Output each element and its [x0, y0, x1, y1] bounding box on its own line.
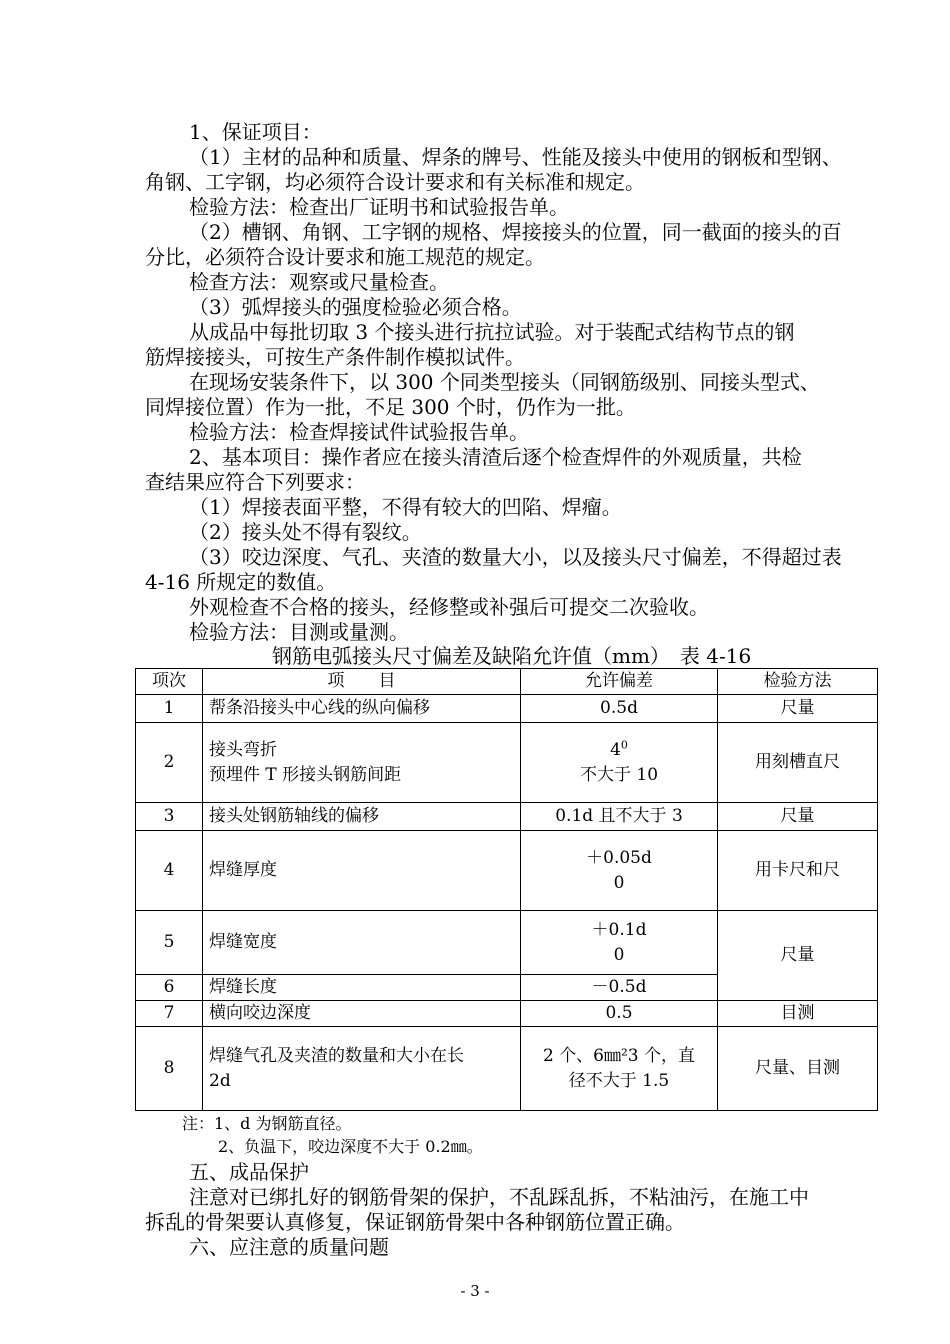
table-note: 注：1、d 为钢筋直径。: [182, 1114, 352, 1133]
paragraph: [145, 420, 880, 445]
row-deviation: [521, 911, 718, 975]
paragraph-line: 从成品中每批切取 3 个接头进行抗拉试验。对于装配式结构节点的钢: [189, 320, 795, 344]
deviation-line: [527, 696, 711, 721]
deviation-line: [527, 1044, 711, 1069]
paragraph-line: 检验方法：检查焊接试件试验报告单。: [189, 420, 529, 444]
paragraph: [145, 595, 880, 620]
row-item: [203, 695, 521, 723]
deviation-text: ＋0.05d: [586, 847, 652, 868]
deviation-text: 径不大于 1.5: [568, 1070, 670, 1091]
table-row: [136, 695, 878, 723]
item-line: 2d: [209, 1070, 231, 1091]
row-deviation: [521, 975, 718, 1001]
table-row: [136, 1027, 878, 1111]
paragraph: [145, 295, 880, 320]
paragraph: [145, 495, 880, 520]
paragraph-line: 分比，必须符合设计要求和施工规范的规定。: [145, 245, 545, 269]
paragraph-line: 外观检查不合格的接头，经修整或补强后可提交二次验收。: [189, 595, 709, 619]
paragraph-line: （2）槽钢、角钢、工字钢的规格、焊接接头的位置，同一截面的接头的百: [189, 220, 842, 244]
row-deviation: [521, 1027, 718, 1111]
paragraph-line: 检验方法：检查出厂证明书和试验报告单。: [189, 195, 569, 219]
page-number: - 3 -: [460, 1282, 490, 1300]
paragraph: [145, 220, 880, 270]
header-no: 项次: [136, 669, 203, 695]
item-line: 焊缝厚度: [209, 860, 277, 880]
paragraph-line: 同焊接位置）作为一批，不足 300 个时，仍作为一批。: [145, 395, 636, 419]
row-number: 7: [136, 1001, 203, 1027]
deviation-line: [527, 804, 711, 829]
paragraph-line: 拆乱的骨架要认真修复，保证钢筋骨架中各种钢筋位置正确。: [145, 1210, 685, 1234]
row-number: 4: [136, 831, 203, 911]
row-deviation: [521, 831, 718, 911]
table-row: [136, 1001, 878, 1027]
tolerance-table: [135, 668, 878, 1111]
paragraph-line: 2、基本项目：操作者应在接头清渣后逐个检查焊件的外观质量，共检: [189, 445, 802, 469]
paragraph-line: 查结果应符合下列要求：: [145, 470, 365, 494]
row-method: 尺量: [718, 911, 878, 1001]
row-method: 目测: [718, 1001, 878, 1027]
table-header-row: [136, 669, 878, 695]
paragraph-line: （3）弧焊接头的强度检验必须合格。: [189, 295, 522, 319]
paragraph-line: 注意对已绑扎好的钢筋骨架的保护，不乱踩乱拆，不粘油污，在施工中: [189, 1185, 809, 1209]
table-row: [136, 803, 878, 831]
row-item: [203, 911, 521, 975]
paragraph: [145, 370, 880, 420]
item-line: 焊缝长度: [209, 977, 277, 997]
deviation-line: [527, 1069, 711, 1094]
deviation-text: 4: [610, 739, 621, 760]
deviation-line: [527, 738, 711, 763]
paragraph-line: 筋焊接接头，可按生产条件制作模拟试件。: [145, 345, 525, 369]
deviation-line: [527, 975, 711, 1000]
table-note: 2、负温下，咬边深度不大于 0.2㎜。: [218, 1137, 483, 1156]
deviation-text: 0.1d 且不大于 3: [555, 806, 683, 826]
table-row: [136, 831, 878, 911]
paragraph-line: 角钢、工字钢，均必须符合设计要求和有关标准和规定。: [145, 170, 645, 194]
deviation-line: [527, 918, 711, 943]
deviation-text: 不大于 10: [579, 764, 659, 785]
deviation-line: [527, 763, 711, 788]
paragraph: [145, 1160, 880, 1185]
table-body: [136, 695, 878, 1111]
item-line: 接头弯折: [209, 739, 277, 760]
row-method: 尺量: [718, 803, 878, 831]
header-item: 项 目: [203, 669, 521, 695]
paragraph: [145, 270, 880, 295]
paragraph-line: （3）咬边深度、气孔、夹渣的数量大小，以及接头尺寸偏差，不得超过表: [189, 545, 842, 569]
paragraph: [145, 545, 880, 595]
row-number: 1: [136, 695, 203, 723]
degree-superscript: 0: [620, 737, 628, 751]
row-number: 2: [136, 723, 203, 803]
row-method: 用卡尺和尺: [718, 831, 878, 911]
deviation-line: [527, 943, 711, 968]
paragraph: [145, 145, 880, 195]
row-method: 尺量: [718, 695, 878, 723]
paragraph-line: 在现场安装条件下，以 300 个同类型接头（同钢筋级别、同接头型式、: [189, 370, 820, 394]
deviation-text: 0: [613, 944, 625, 965]
deviation-text: 2 个、6㎜²3 个，直: [542, 1045, 696, 1066]
deviation-line: [527, 846, 711, 871]
header-method: 检验方法: [718, 669, 878, 695]
paragraph: [145, 620, 880, 645]
item-line: 帮条沿接头中心线的纵向偏移: [209, 698, 430, 718]
item-line: 焊缝宽度: [209, 932, 277, 952]
row-number: 3: [136, 803, 203, 831]
row-method: 尺量、目测: [718, 1027, 878, 1111]
paragraph-line: 六、应注意的质量问题: [189, 1235, 389, 1259]
row-item: [203, 1027, 521, 1111]
paragraph-line: 检查方法：观察或尺量检查。: [189, 270, 449, 294]
row-number: 8: [136, 1027, 203, 1111]
paragraph: [145, 445, 880, 495]
paragraph: [145, 1185, 880, 1235]
row-number: 6: [136, 975, 203, 1001]
paragraph-line: （1）焊接表面平整，不得有较大的凹陷、焊瘤。: [189, 495, 622, 519]
paragraph-line: 1、保证项目：: [189, 120, 322, 144]
paragraph: [145, 120, 880, 145]
paragraph-line: （2）接头处不得有裂纹。: [189, 520, 422, 544]
row-deviation: [521, 695, 718, 723]
row-number: 5: [136, 911, 203, 975]
row-item: [203, 723, 521, 803]
paragraph: [145, 195, 880, 220]
row-deviation: [521, 1001, 718, 1027]
row-deviation: [521, 803, 718, 831]
table-caption: 钢筋电弧接头尺寸偏差及缺陷允许值（mm） 表 4-16: [272, 644, 752, 668]
item-line: 接头处钢筋轴线的偏移: [209, 806, 379, 826]
paragraph-line: 五、成品保护: [189, 1160, 309, 1184]
paragraph-line: 检验方法：目测或量测。: [189, 620, 409, 644]
deviation-text: －0.5d: [591, 977, 647, 997]
row-item: [203, 975, 521, 1001]
item-line: 预埋件 T 形接头钢筋间距: [209, 764, 402, 785]
row-item: [203, 1001, 521, 1027]
paragraph: [145, 520, 880, 545]
deviation-text: 0.5d: [600, 698, 638, 718]
deviation-text: 0.5: [605, 1003, 633, 1023]
deviation-text: 0: [613, 872, 625, 893]
row-method: 用刻槽直尺: [718, 723, 878, 803]
row-deviation: [521, 723, 718, 803]
table-row: [136, 911, 878, 975]
paragraph-line: （1）主材的品种和质量、焊条的牌号、性能及接头中使用的钢板和型钢、: [189, 145, 842, 169]
item-line: 焊缝气孔及夹渣的数量和大小在长: [209, 1045, 464, 1066]
row-item: [203, 831, 521, 911]
paragraph: [145, 320, 880, 370]
paragraph: [145, 1235, 880, 1260]
deviation-line: [527, 1001, 711, 1026]
table-row: [136, 723, 878, 803]
deviation-text: ＋0.1d: [591, 919, 647, 940]
item-line: 横向咬边深度: [209, 1003, 311, 1023]
row-item: [203, 803, 521, 831]
deviation-line: [527, 871, 711, 896]
header-deviation: 允许偏差: [521, 669, 718, 695]
paragraph-line: 4-16 所规定的数值。: [145, 570, 337, 594]
